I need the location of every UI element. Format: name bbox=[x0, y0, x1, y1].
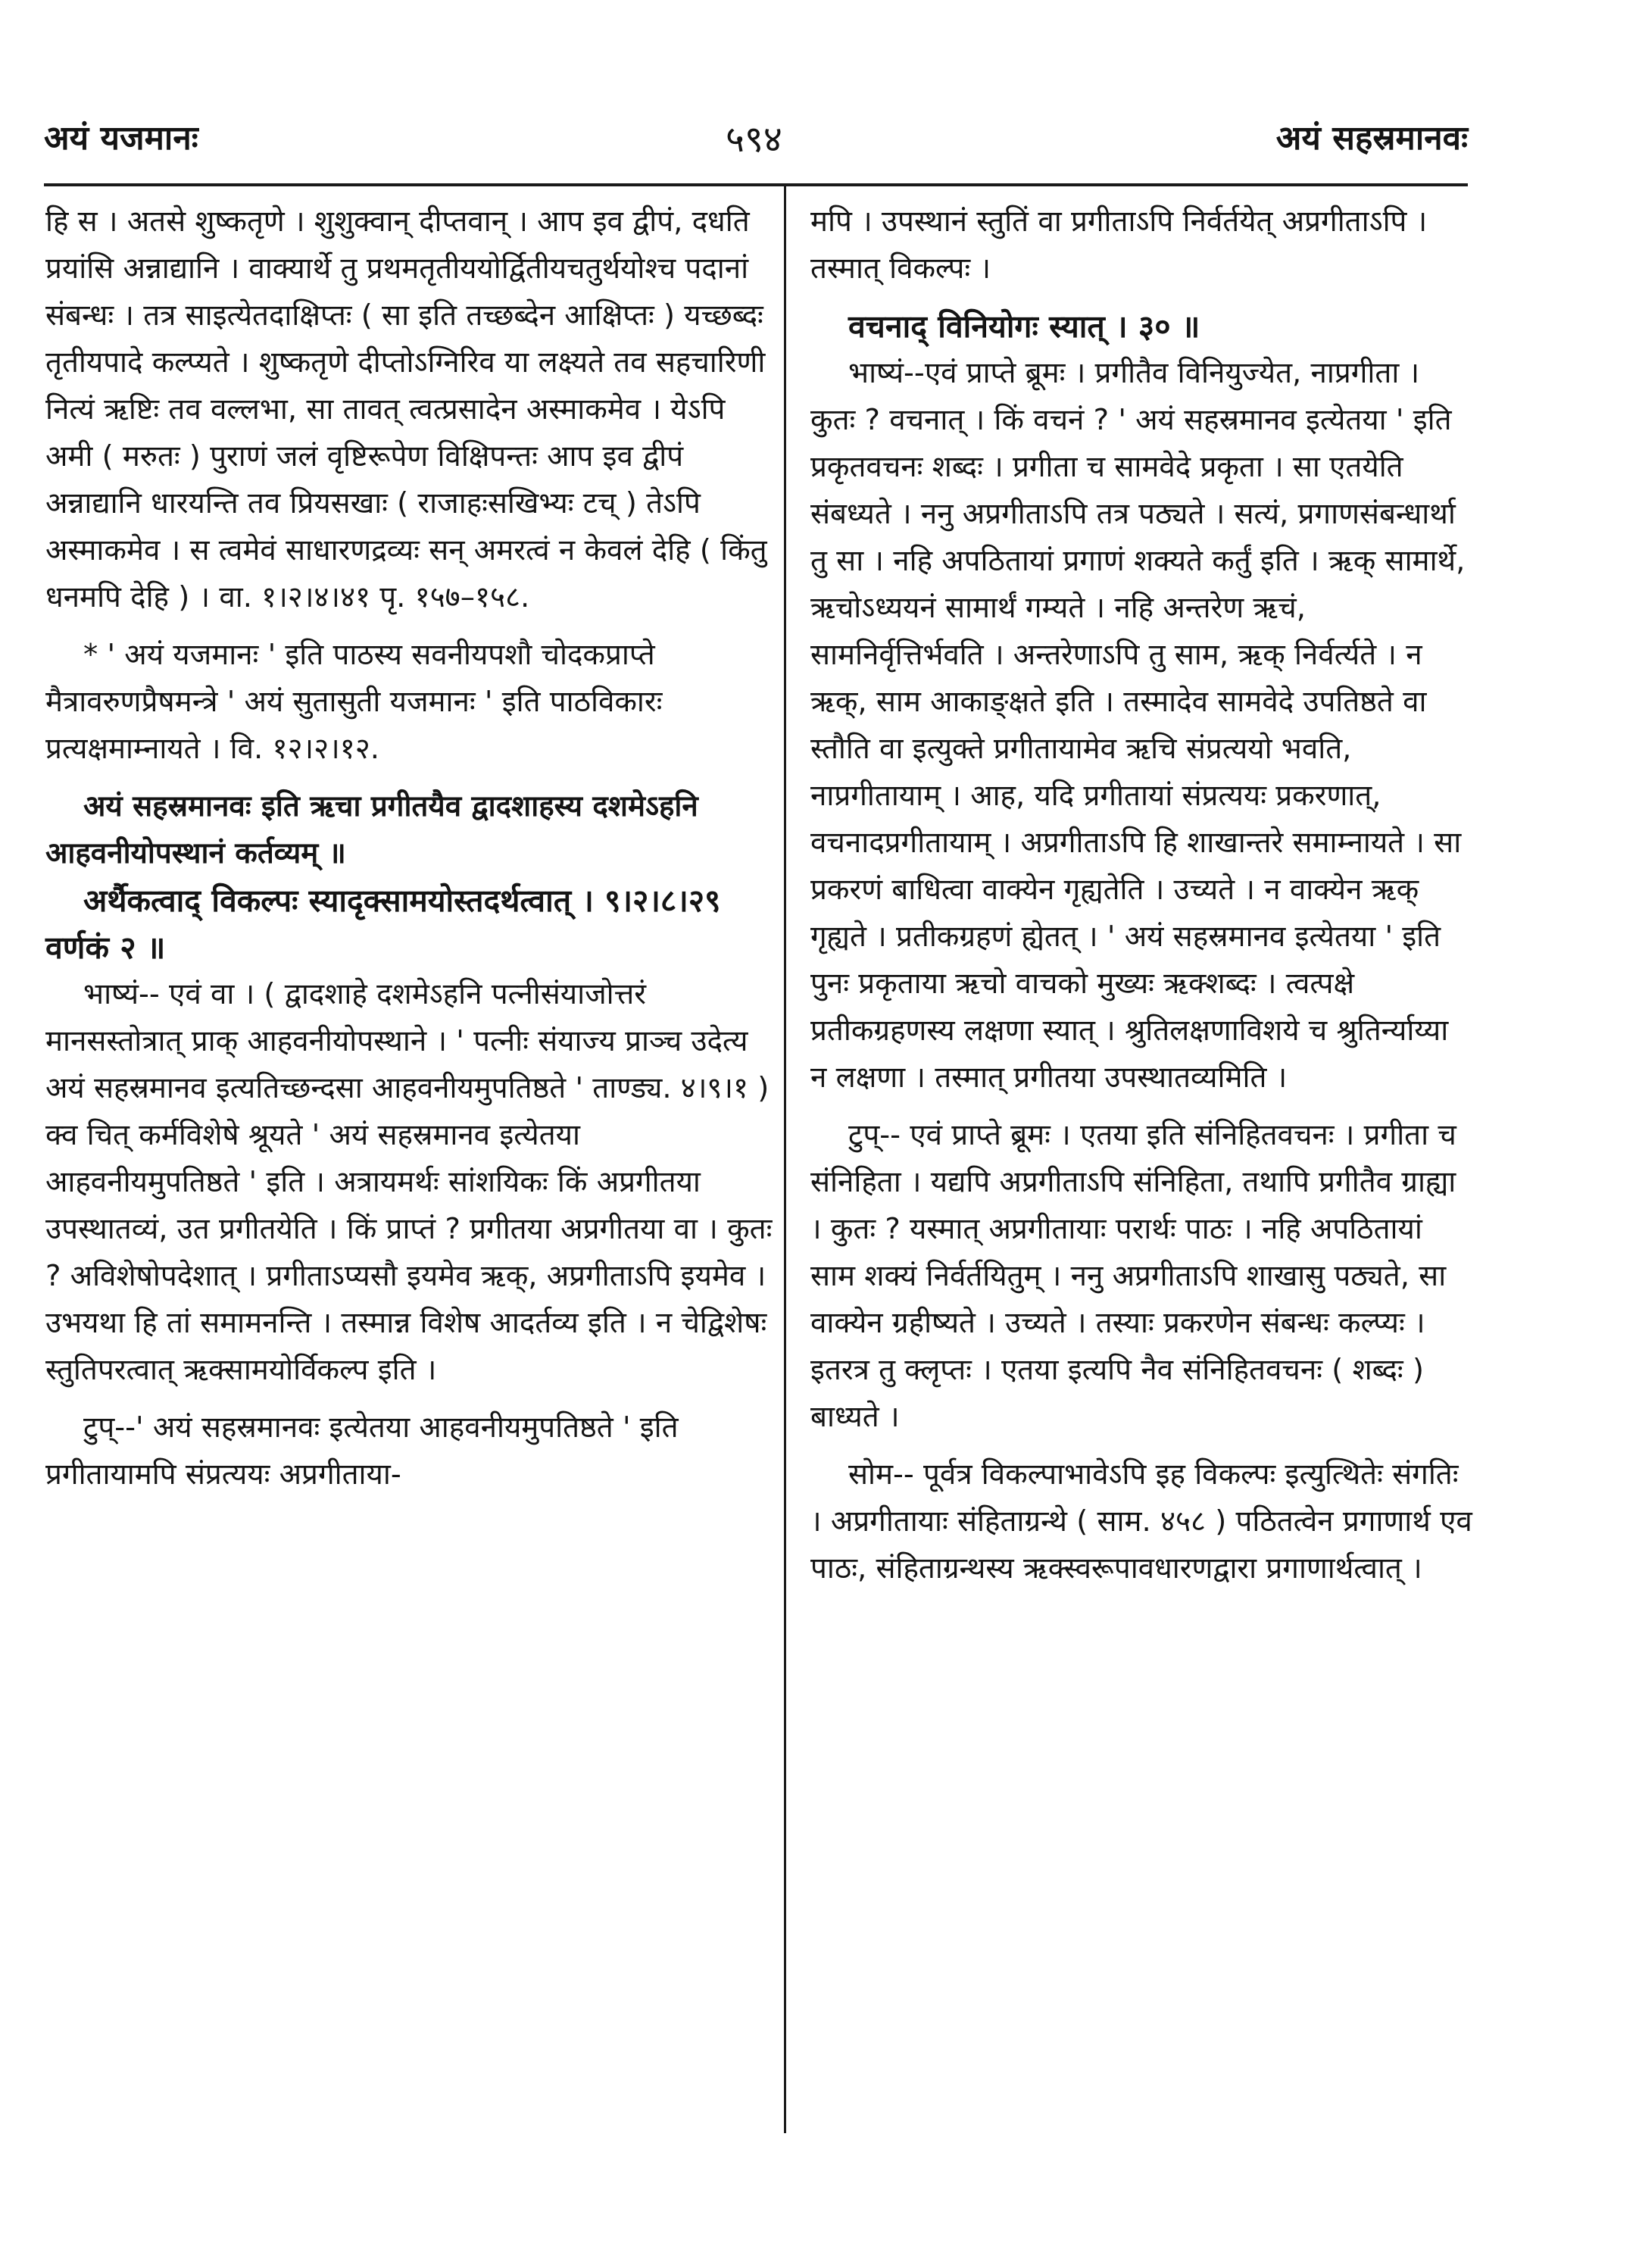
running-head-right: अयं सहस्रमानवः bbox=[1275, 119, 1468, 158]
commentary-paragraph: हि स । अतसे शुष्कतृणे । शुशुक्वान् दीप्तवान् । आप इव द्वीपं, दधति प्रयांसि अन्नाद्यानि । वाक्यार्थे तु प्रथमतृतीययोर्द्वितीयचतुर्थयोश्च पदानां संबन्धः । तत्र साइत्येतदाक्षिप्तः ( सा इति तच्छब्देन आक्षिप्तः ) यच्छब्दः तृतीयपादे कल्प्यते । शुष्कतृणे दीप्तोऽग्निरिव या लक्ष्यते तव सहचारिणी नित्यं ऋष्टिः तव वल्लभा, सा तावत् त्वत्प्रसादेन अस्माकमेव । येऽपि अमी ( मरुतः ) पुराणं जलं वृष्टिरूपेण विक्षिपन्तः आप इव द्वीपं अन्नाद्यानि धारयन्ति तव प्रियसखाः ( राजाहःसखिभ्यः टच् ) तेऽपि अस्माकमेव । स त्वमेवं साधारणद्रव्यः सन् अमरत्वं न केवलं देहि ( किंतु धनमपि देहि ) । वा. १।२।४।४१ पृ. १५७–१५८. bbox=[45, 205, 767, 614]
bhashya-paragraph: भाष्यं--एवं प्राप्ते ब्रूमः । प्रगीतैव विनियुज्येत, नाप्रगीता । कुतः ? वचनात् । किं वचनं ? ' अयं सहस्रमानव इत्येतया ' इति प्रकृतवचनः शब्दः । प्रगीता च सामवेदे प्रकृता । सा एतयेति संबध्यते । ननु अप्रगीताऽपि तत्र पठ्यते । सत्यं, प्रगाणसंबन्धार्था तु सा । नहि अपठितायां प्रगाणं शक्यते कर्तुं इति । ऋक् सामार्थे, ऋचोऽध्ययनं सामार्थं गम्यते । नहि अन्तरेण ऋचं, सामनिर्वृत्तिर्भवति । अन्तरेणाऽपि तु साम, ऋक् निर्वर्त्यते । न ऋक्, साम आकाङ्क्षते इति । तस्मादेव सामवेदे उपतिष्ठते वा स्तौति वा इत्युक्ते प्रगीतायामेव ऋचि संप्रत्ययो भवति, नाप्रगीतायाम् । आह, यदि प्रगीतायां संप्रत्ययः प्रकरणात्, वचनादप्रगीतायाम् । अप्रगीताऽपि हि शाखान्तरे समाम्नायते । सा प्रकरणं बाधित्वा वाक्येन गृह्यतेति । उच्यते । न वाक्येन ऋक् गृह्यते । प्रतीकग्रहणं ह्येतत् । ' अयं सहस्रमानव इत्येतया ' इति पुनः प्रकृताया ऋचो वाचको मुख्यः ऋक्शब्दः । त्वत्पक्षे प्रतीकग्रहणस्य लक्षणा स्यात् । श्रुतिलक्षणाविशये च श्रुतिर्न्याय्या न लक्षणा । तस्मात् प्रगीतया उपस्थातव्यमिति । bbox=[810, 356, 1466, 1095]
right-column bbox=[810, 198, 1473, 1592]
page-header bbox=[44, 114, 1468, 182]
sutra-line: वचनाद् विनियोगः स्यात् । ३० ॥ bbox=[848, 308, 1200, 345]
running-head-left: अयं यजमानः bbox=[44, 119, 198, 158]
column-divider bbox=[784, 186, 786, 2133]
soma-paragraph: सोम-- पूर्वत्र विकल्पाभावेऽपि इह विकल्पः इत्युत्थितेः संगतिः । अप्रगीतायाः संहिताग्रन्थे ( साम. ४५८ ) पठितत्वेन प्रगाणार्थ एव पाठः, संहिताग्रन्थस्य ऋक्स्वरूपावधारणद्वारा प्रगाणार्थत्वात् । bbox=[810, 1457, 1472, 1585]
left-column bbox=[45, 198, 773, 1498]
adhikarana-heading: अयं सहस्रमानवः इति ऋचा प्रगीतयैव द्वादशाहस्य दशमेऽहनि आहवनीयोपस्थानं कर्तव्यम् ॥ bbox=[45, 789, 698, 870]
bhashya-paragraph: भाष्यं-- एवं वा । ( द्वादशाहे दशमेऽहनि पत्नीसंयाजोत्तरं मानसस्तोत्रात् प्राक् आहवनीयोपस्थाने । ' पत्नीः संयाज्य प्राञ्च उदेत्य अयं सहस्रमानव इत्यतिच्छन्दसा आहवनीयमुपतिष्ठते ' ताण्ड्य. ४।९।१ ) क्व चित् कर्मविशेषे श्रूयते ' अयं सहस्रमानव इत्येतया आहवनीयमुपतिष्ठते ' इति । अत्रायमर्थः सांशयिकः किं अप्रगीतया उपस्थातव्यं, उत प्रगीतयेति । किं प्राप्तं ? प्रगीतया अप्रगीतया वा । कुतः ? अविशेषोपदेशात् । प्रगीताऽप्यसौ इयमेव ऋक्, अप्रगीताऽपि इयमेव । उभयथा हि तां समामनन्ति । तस्मान्न विशेष आदर्तव्य इति । न चेद्विशेषः स्तुतिपरत्वात् ऋक्सामयोर्विकल्प इति । bbox=[45, 977, 773, 1387]
page-number: ५९४ bbox=[726, 118, 782, 161]
note-paragraph: * ' अयं यजमानः ' इति पाठस्य सवनीयपशौ चोदकप्राप्ते मैत्रावरुणप्रैषमन्त्रे ' अयं सुतासुती यजमानः ' इति पाठविकारः प्रत्यक्षमाम्नायते । वि. १२।२।१२. bbox=[45, 638, 663, 766]
sutra-line: अर्थैकत्वाद् विकल्पः स्यादृक्सामयोस्तदर्थत्वात् । ९।२।८।२९ वर्णकं २ ॥ bbox=[45, 883, 721, 966]
tup-paragraph: टुप्-- एवं प्राप्ते ब्रूमः । एतया इति संनिहितवचनः । प्रगीता च संनिहिता । यद्यपि अप्रगीताऽपि संनिहिता, तथापि प्रगीतैव ग्राह्या । कुतः ? यस्मात् अप्रगीतायाः परार्थः पाठः । नहि अपठितायां साम शक्यं निर्वर्तयितुम् । ननु अप्रगीताऽपि शाखासु पठ्यते, सा वाक्येन ग्रहीष्यते । उच्यते । तस्याः प्रकरणेन संबन्धः कल्प्यः । इतरत्र तु क्लृप्तः । एतया इत्यपि नैव संनिहितवचनः ( शब्दः ) बाध्यते । bbox=[810, 1118, 1456, 1434]
tup-paragraph: टुप्--' अयं सहस्रमानवः इत्येतया आहवनीयमुपतिष्ठते ' इति प्रगीतायामपि संप्रत्ययः अप्रगीताया- bbox=[45, 1410, 679, 1492]
header-rule bbox=[44, 183, 1468, 186]
continued-paragraph: मपि । उपस्थानं स्तुतिं वा प्रगीताऽपि निर्वर्तयेत् अप्रगीताऽपि । तस्मात् विकल्पः । bbox=[810, 205, 1428, 286]
